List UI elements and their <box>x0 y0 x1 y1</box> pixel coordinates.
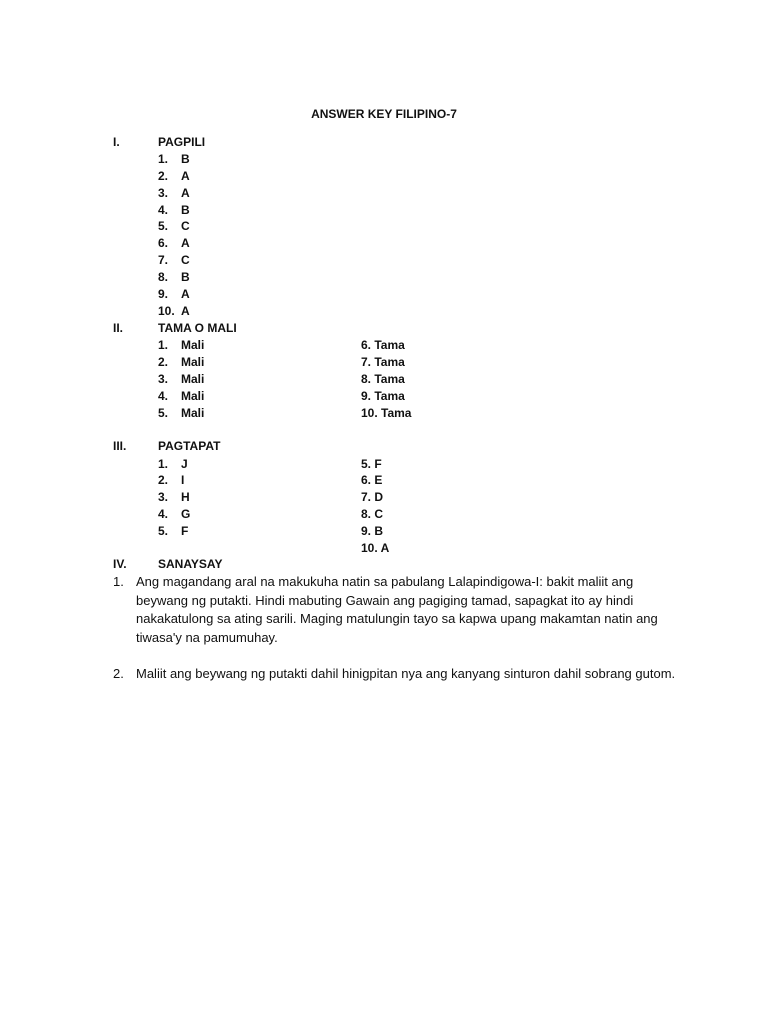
item-answer: H <box>181 490 190 504</box>
section-roman-numeral: I. <box>113 135 120 149</box>
item-answer-right: 9. Tama <box>361 389 405 403</box>
essay-number: 1. <box>113 574 124 589</box>
item-number: 3. <box>158 372 169 386</box>
item-answer: Mali <box>181 372 205 386</box>
item-number: 4. <box>158 389 169 403</box>
item-answer: A <box>181 287 190 301</box>
document-title: ANSWER KEY FILIPINO-7 <box>311 107 457 121</box>
section-roman-numeral: II. <box>113 321 124 335</box>
item-answer: F <box>181 524 189 538</box>
item-answer: I <box>181 473 185 487</box>
item-answer: Mali <box>181 406 205 420</box>
item-number: 6. <box>158 236 169 250</box>
item-answer: B <box>181 203 190 217</box>
item-answer: Mali <box>181 338 205 352</box>
item-answer-right: 9. B <box>361 524 384 538</box>
item-answer-right: 6. E <box>361 473 383 487</box>
item-answer: B <box>181 152 190 166</box>
item-number: 1. <box>158 457 169 471</box>
item-answer: Mali <box>181 355 205 369</box>
item-answer-right: 7. Tama <box>361 355 405 369</box>
item-number: 5. <box>158 524 169 538</box>
item-number: 5. <box>158 219 169 233</box>
section-roman-numeral: III. <box>113 439 127 453</box>
item-number: 1. <box>158 152 169 166</box>
item-answer: A <box>181 186 190 200</box>
section-roman-numeral: IV. <box>113 557 127 571</box>
item-answer: G <box>181 507 191 521</box>
section-heading: PAGPILI <box>158 135 206 149</box>
item-answer-right: 8. C <box>361 507 384 521</box>
item-number: 2. <box>158 169 169 183</box>
item-answer-right: 5. F <box>361 457 382 471</box>
essay-number: 2. <box>113 666 124 681</box>
essay-text: Ang magandang aral na makukuha natin sa pabulang Lalapindigowa-I: bakit maliit ang beywang ng putakti. Hindi mabuting Gawain ang pagiging tamad, sapagkat ito ay hindi nakakatulong sa ating sarili. Maging matulungin tayo sa kapwa upang makamtan natin ang tiwasa'y na pamumuhay. <box>136 574 658 645</box>
item-answer: A <box>181 169 190 183</box>
item-number: 3. <box>158 490 169 504</box>
item-answer: C <box>181 253 190 267</box>
item-answer-right: 6. Tama <box>361 338 405 352</box>
item-answer-right: 7. D <box>361 490 384 504</box>
item-number: 5. <box>158 406 169 420</box>
section-heading: PAGTAPAT <box>158 439 221 453</box>
item-number: 2. <box>158 473 169 487</box>
item-answer: B <box>181 270 190 284</box>
item-answer-right: 8. Tama <box>361 372 405 386</box>
item-number: 9. <box>158 287 169 301</box>
item-answer: C <box>181 219 190 233</box>
section-heading: SANAYSAY <box>158 557 223 571</box>
item-answer: A <box>181 304 190 318</box>
essay-text: Maliit ang beywang ng putakti dahil hinigpitan nya ang kanyang sinturon dahil sobrang gutom. <box>136 666 676 681</box>
section-heading: TAMA O MALI <box>158 321 237 335</box>
item-number: 7. <box>158 253 169 267</box>
item-number: 3. <box>158 186 169 200</box>
item-number: 4. <box>158 203 169 217</box>
item-answer: A <box>181 236 190 250</box>
item-number: 10. <box>158 304 175 318</box>
item-number: 2. <box>158 355 169 369</box>
item-answer: J <box>181 457 188 471</box>
item-number: 1. <box>158 338 169 352</box>
item-number: 4. <box>158 507 169 521</box>
item-number: 8. <box>158 270 169 284</box>
item-answer: Mali <box>181 389 205 403</box>
item-answer-right: 10. A <box>361 541 390 555</box>
item-answer-right: 10. Tama <box>361 406 412 420</box>
